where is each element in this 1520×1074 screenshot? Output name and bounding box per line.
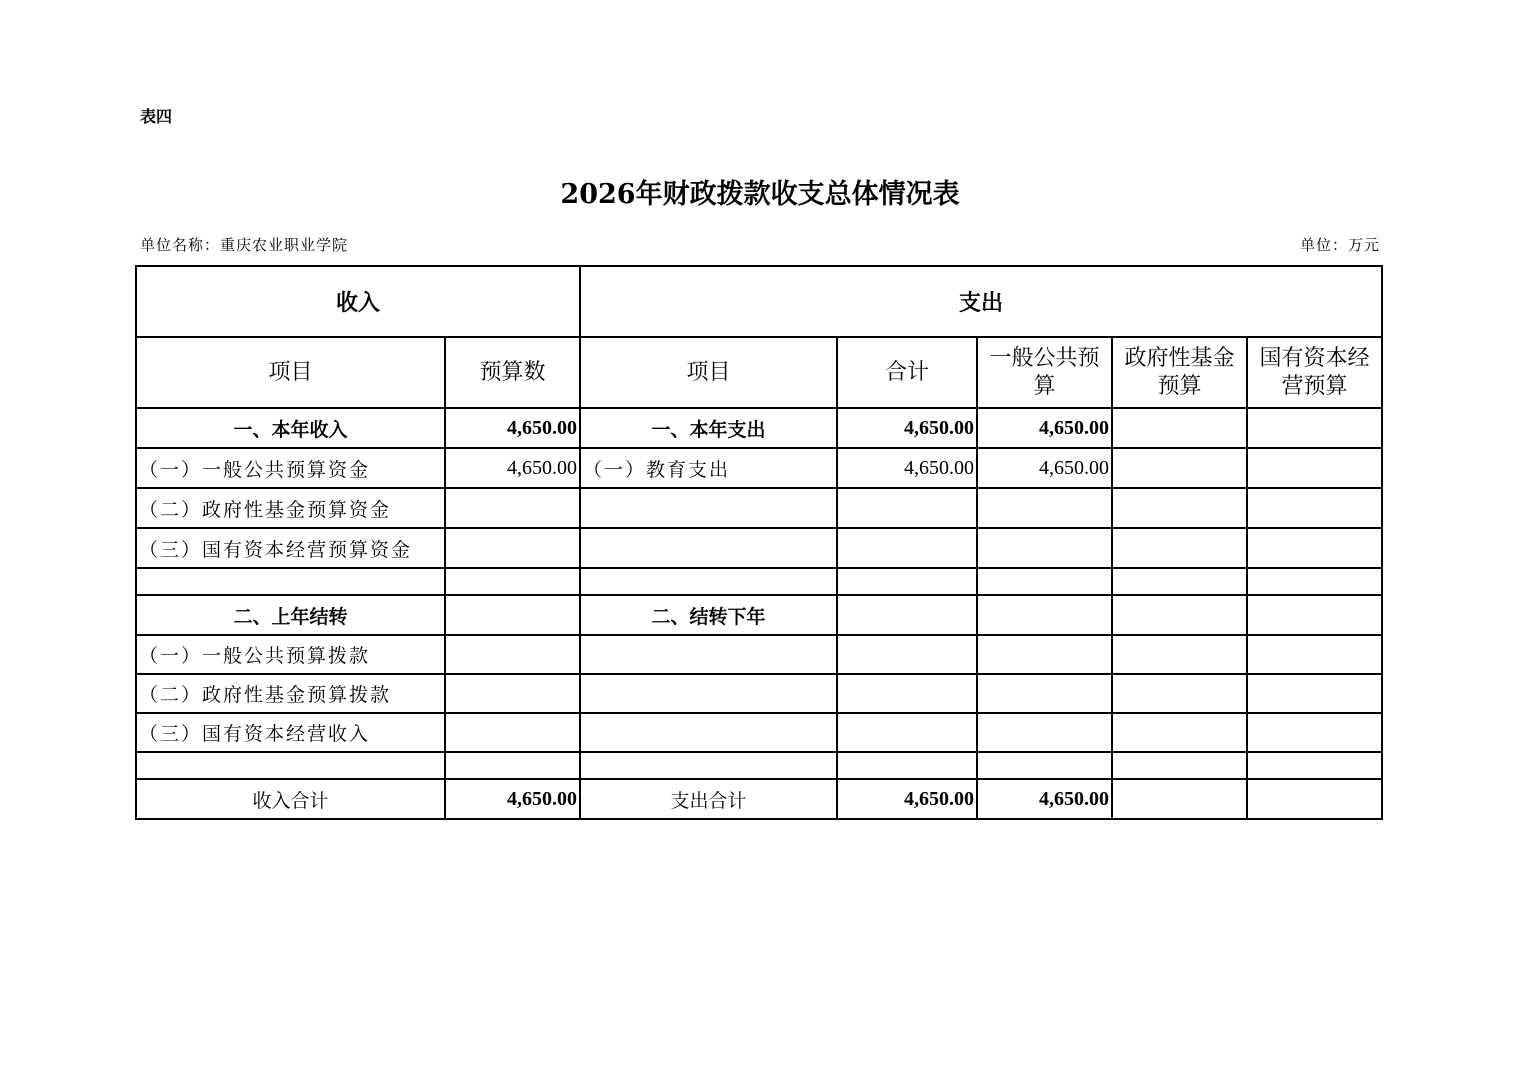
table-row — [136, 635, 1382, 674]
expense-group-header: 支出 — [580, 266, 1382, 337]
total-cell — [837, 568, 977, 595]
column-header-row — [136, 337, 1382, 408]
general-budget-cell: 4,650.00 — [977, 779, 1112, 819]
income-group-header: 收入 — [136, 266, 580, 337]
expense-item-cell — [580, 488, 837, 528]
general-budget-cell: 4,650.00 — [977, 448, 1112, 488]
state-capital-cell — [1247, 528, 1382, 568]
expense-item-cell: 支出合计 — [580, 779, 837, 819]
income-budget-cell — [445, 488, 580, 528]
state-capital-cell — [1247, 674, 1382, 713]
income-item-cell: 一、本年收入 — [136, 408, 445, 448]
general-budget-cell — [977, 528, 1112, 568]
expense-item-cell — [580, 568, 837, 595]
total-cell: 4,650.00 — [837, 448, 977, 488]
fund-budget-cell — [1112, 528, 1247, 568]
expense-item-cell: （一）教育支出 — [580, 448, 837, 488]
income-item-cell: 二、上年结转 — [136, 595, 445, 635]
state-capital-cell — [1247, 635, 1382, 674]
fund-budget-cell — [1112, 752, 1247, 779]
income-budget-cell — [445, 635, 580, 674]
expense-item-cell — [580, 635, 837, 674]
table-row — [136, 595, 1382, 635]
table-row — [136, 488, 1382, 528]
total-cell — [837, 528, 977, 568]
fund-budget-cell — [1112, 408, 1247, 448]
state-capital-cell — [1247, 752, 1382, 779]
general-budget-cell — [977, 713, 1112, 752]
income-budget-cell — [445, 528, 580, 568]
income-item-cell — [136, 752, 445, 779]
unit-name-label: 单位名称：重庆农业职业学院 — [140, 236, 349, 254]
general-budget-cell — [977, 674, 1112, 713]
fund-budget-cell — [1112, 595, 1247, 635]
expense-item-cell — [580, 528, 837, 568]
expense-item-cell — [580, 713, 837, 752]
totals-row — [136, 779, 1382, 819]
income-budget-cell — [445, 713, 580, 752]
general-budget-cell — [977, 568, 1112, 595]
total-cell — [837, 595, 977, 635]
total-cell — [837, 713, 977, 752]
state-capital-cell — [1247, 408, 1382, 448]
col-expense-item: 项目 — [580, 337, 837, 408]
page-title: 2026年财政拨款收支总体情况表 — [560, 179, 960, 210]
income-item-cell: （二）政府性基金预算拨款 — [136, 674, 445, 713]
total-cell: 4,650.00 — [837, 779, 977, 819]
table-row — [136, 528, 1382, 568]
table-row — [136, 752, 1382, 779]
col-total: 合计 — [837, 337, 977, 408]
income-budget-cell — [445, 752, 580, 779]
col-income-budget: 预算数 — [445, 337, 580, 408]
income-item-cell — [136, 568, 445, 595]
total-cell — [837, 674, 977, 713]
state-capital-cell — [1247, 713, 1382, 752]
expense-item-cell: 一、本年支出 — [580, 408, 837, 448]
income-item-cell: （一）一般公共预算拨款 — [136, 635, 445, 674]
general-budget-cell — [977, 635, 1112, 674]
general-budget-cell: 4,650.00 — [977, 408, 1112, 448]
expense-item-cell — [580, 752, 837, 779]
state-capital-cell — [1247, 568, 1382, 595]
total-cell — [837, 635, 977, 674]
fund-budget-cell — [1112, 448, 1247, 488]
income-budget-cell — [445, 595, 580, 635]
total-cell — [837, 752, 977, 779]
state-capital-cell — [1247, 595, 1382, 635]
fund-budget-cell — [1112, 779, 1247, 819]
state-capital-cell — [1247, 779, 1382, 819]
table-row — [136, 713, 1382, 752]
fund-budget-cell — [1112, 713, 1247, 752]
income-budget-cell — [445, 674, 580, 713]
income-item-cell: （三）国有资本经营预算资金 — [136, 528, 445, 568]
total-cell — [837, 488, 977, 528]
income-item-cell: （一）一般公共预算资金 — [136, 448, 445, 488]
expense-item-cell: 二、结转下年 — [580, 595, 837, 635]
col-income-item: 项目 — [136, 337, 445, 408]
currency-unit-label: 单位：万元 — [1299, 236, 1380, 254]
state-capital-cell — [1247, 488, 1382, 528]
table-row — [136, 674, 1382, 713]
state-capital-cell — [1247, 448, 1382, 488]
table-row — [136, 448, 1382, 488]
income-budget-cell: 4,650.00 — [445, 408, 580, 448]
income-item-cell: （三）国有资本经营收入 — [136, 713, 445, 752]
income-budget-cell: 4,650.00 — [445, 779, 580, 819]
fund-budget-cell — [1112, 488, 1247, 528]
fund-budget-cell — [1112, 674, 1247, 713]
fund-budget-cell — [1112, 568, 1247, 595]
col-state-capital-budget: 国有资本经营预算 — [1247, 337, 1382, 408]
col-fund-budget: 政府性基金预算 — [1112, 337, 1247, 408]
general-budget-cell — [977, 752, 1112, 779]
general-budget-cell — [977, 595, 1112, 635]
col-general-budget: 一般公共预算 — [977, 337, 1112, 408]
income-item-cell: （二）政府性基金预算资金 — [136, 488, 445, 528]
income-item-cell: 收入合计 — [136, 779, 445, 819]
table-row — [136, 408, 1382, 448]
table-number: 表四 — [140, 107, 173, 126]
income-budget-cell: 4,650.00 — [445, 448, 580, 488]
budget-table — [135, 265, 1383, 820]
fund-budget-cell — [1112, 635, 1247, 674]
income-budget-cell — [445, 568, 580, 595]
group-header-row — [136, 266, 1382, 337]
total-cell: 4,650.00 — [837, 408, 977, 448]
table-row — [136, 568, 1382, 595]
general-budget-cell — [977, 488, 1112, 528]
expense-item-cell — [580, 674, 837, 713]
